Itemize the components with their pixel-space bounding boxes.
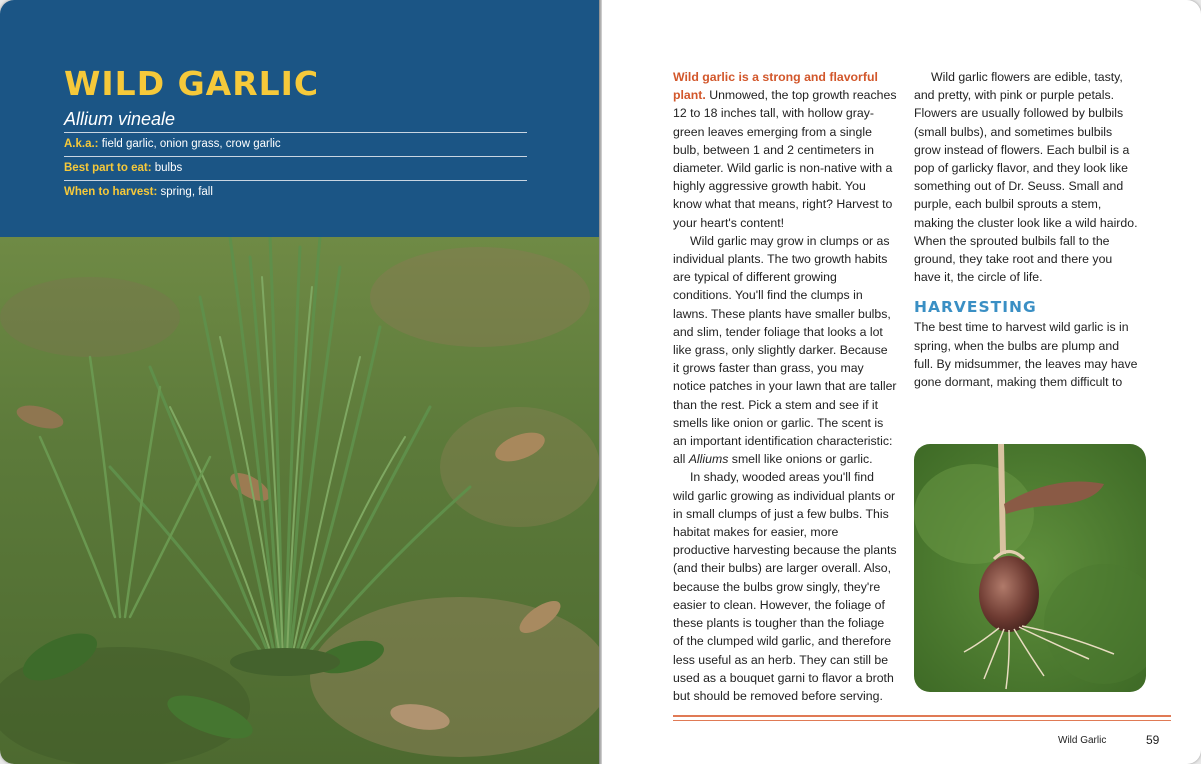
latin-name: Allium vineale xyxy=(64,109,176,129)
info-label: A.k.a.: xyxy=(64,138,99,150)
info-row-best-part xyxy=(64,156,527,179)
paragraph-5: The best time to harvest wild garlic is in spring, when the bulbs are plump and full. By midsummer, the leaves may have gone dormant, making them difficult to xyxy=(914,320,1138,390)
info-row-aka xyxy=(64,132,527,155)
info-row-harvest-time xyxy=(64,180,527,203)
garlic-bulb-photo xyxy=(914,444,1146,692)
info-value: field garlic, onion grass, crow garlic xyxy=(98,138,281,150)
paragraph-2 xyxy=(673,232,897,469)
paragraph-2-end: smell like onions or garlic. xyxy=(728,452,873,467)
info-value: spring, fall xyxy=(157,186,213,198)
paragraph-4: Wild garlic flowers are edible, tasty, and pretty, with pink or purple petals. Flowers are usually followed by bulbils (small bulbs), and sometimes bulbils grow instead of flowers. Each bulbil is a pop of garlicky flavor, and they look like something out of Dr. Seuss. Small and purple, each bulbil sprouts a stem, making the cluster look like a wild hairdo. When the sprouted bulbils fall to the ground, they take root and there you have it, the circle of life. xyxy=(914,70,1138,285)
entry-title: WILD GARLIC xyxy=(64,64,320,103)
paragraph-1 xyxy=(673,68,897,232)
paragraph-1-text: Unmowed, the top growth reaches 12 to 18 inches tall, with hollow gray-green leaves emerging from a single bulb, between 1 and 2 centimeters in diameter. Wild garlic is non-native with a highly aggressive growth habit. You know what that means, right? Harvest to your heart's content! xyxy=(673,88,897,230)
lead-sentence: Wild garlic is a strong and flavorful plant. xyxy=(673,70,878,103)
footer-rule xyxy=(673,715,1171,717)
section-heading: HARVESTING xyxy=(914,298,1037,317)
header-band xyxy=(0,0,600,237)
page-gutter xyxy=(599,0,602,764)
italic-term: Alliums xyxy=(688,452,729,467)
info-value: bulbs xyxy=(151,162,183,174)
info-label: Best part to eat: xyxy=(64,162,152,174)
footer-rule-thin xyxy=(673,720,1171,721)
text-column-1 xyxy=(673,68,897,705)
left-page xyxy=(0,0,600,764)
paragraph-2-text: Wild garlic may grow in clumps or as individual plants. The two growth habits are typical of different growing conditions. You'll find the clumps in lawns. These plants have smaller bulbs, and slim, tender foliage that looks a lot like grass, only slightly darker. Because it grows faster than grass, you may notice patches in your lawn that are taller than the rest. Pick a stem and see if it smells like onion or garlic. The scent is an important identification characteristic: all xyxy=(673,233,897,467)
info-label: When to harvest: xyxy=(64,186,158,198)
wild-garlic-photo xyxy=(0,237,600,764)
page-number: 59 xyxy=(1146,733,1160,747)
paragraph-3: In shady, wooded areas you'll find wild garlic growing as individual plants or in small clumps of just a few bulbs. This habitat makes for easier, more productive harvesting because the plants (and their bulbs) are larger overall. Also, because the bulbs grow singly, they're easier to clean. However, the foliage of these plants is tougher than the foliage of the clumped wild garlic, and therefore less useful as an herb. They can still be used as a bouquet garni to flavor a broth but should be removed before serving. xyxy=(673,470,897,703)
text-column-2 xyxy=(914,68,1138,391)
running-title: Wild Garlic xyxy=(1058,735,1107,746)
